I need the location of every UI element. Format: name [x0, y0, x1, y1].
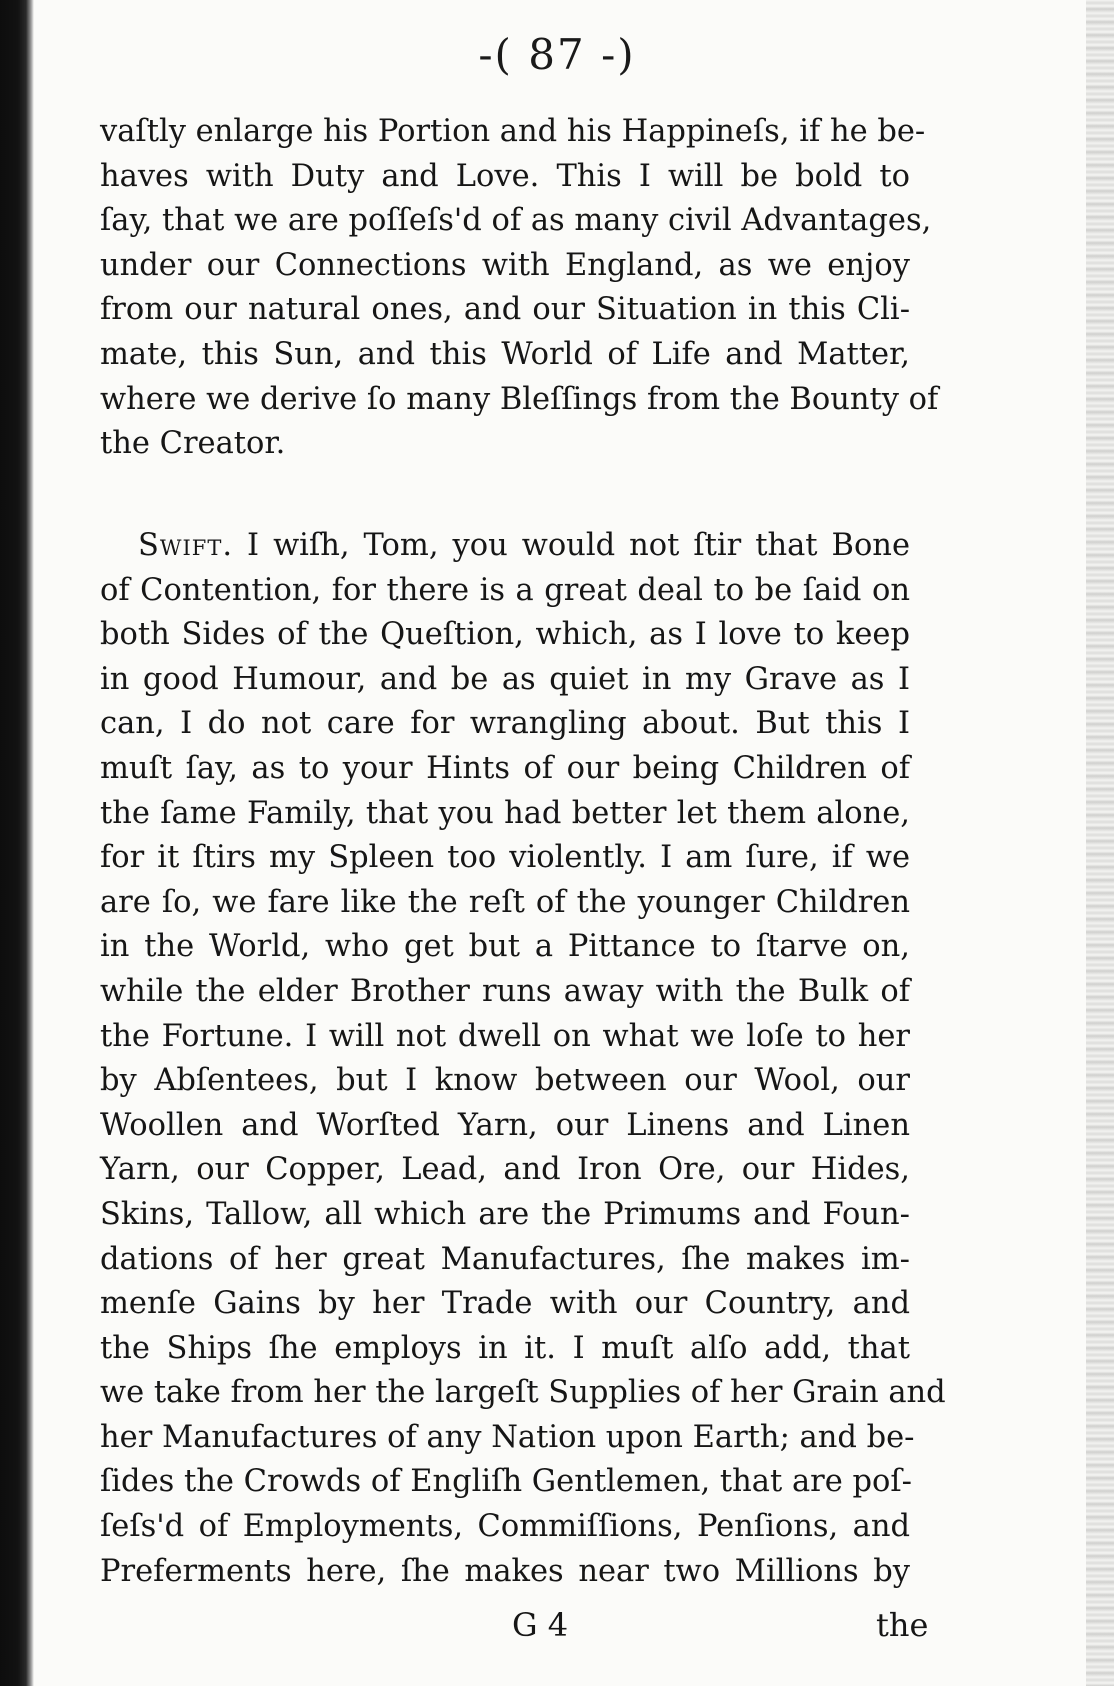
- text-line: in the World, who get but a Pittance to ſtarve on,: [100, 929, 910, 965]
- text-line-first: [100, 524, 910, 569]
- text-line: the ſame Family, that you had better let them alone,: [100, 795, 910, 831]
- text-line: by Abſentees, but I know between our Wool, our: [100, 1063, 910, 1099]
- binding-shadow: [0, 0, 34, 1686]
- text-line: can, I do not care for wrangling about. But this I: [100, 706, 910, 742]
- text-line: where we derive ſo many Bleſſings from the Bounty of: [100, 381, 939, 417]
- text-line: Yarn, our Copper, Lead, and Iron Ore, our Hides,: [100, 1152, 910, 1188]
- text-line: Skins, Tallow, all which are the Primums and Foun-: [100, 1196, 910, 1232]
- text-line: both Sides of the Queſtion, which, as I love to keep: [100, 617, 910, 653]
- signature-mark: G 4: [512, 1606, 569, 1644]
- text-line: muſt ſay, as to your Hints of our being Children of: [100, 750, 910, 786]
- text-line: haves with Duty and Love. This I will be bold to: [100, 158, 910, 194]
- first-line-text: I wiſh, Tom, you would not ſtir that Bone: [247, 528, 910, 563]
- text-line: of Contention, for there is a great deal to be ſaid on: [100, 572, 910, 608]
- text-line: are ſo, we fare like the reſt of the younger Children: [100, 884, 910, 920]
- speaker-name: Swift.: [138, 528, 234, 563]
- paragraph-2: [100, 524, 946, 1594]
- text-line: we take from her the largeſt Supplies of her Grain and: [100, 1375, 946, 1411]
- text-line: the Ships ſhe employs in it. I muſt alſo add, that: [100, 1330, 910, 1366]
- text-line: ſeſs'd of Employments, Commiſſions, Penſions, and: [100, 1509, 910, 1545]
- text-line: for it ſtirs my Spleen too violently. I am ſure, if we: [100, 840, 910, 876]
- text-line: the Creator.: [100, 426, 286, 462]
- text-line: ſides the Crowds of Engliſh Gentlemen, that are poſ-: [100, 1464, 912, 1500]
- paragraph-1: [100, 110, 939, 467]
- page-edge: [1086, 0, 1114, 1686]
- text-line: her Manufactures of any Nation upon Earth; and be-: [100, 1419, 915, 1455]
- text-line: ſay, that we are poſſeſs'd of as many civil Advantages,: [100, 203, 932, 239]
- text-line: under our Connections with England, as we enjoy: [100, 247, 910, 283]
- text-line: from our natural ones, and our Situation in this Cli-: [100, 292, 910, 328]
- text-line: vaſtly enlarge his Portion and his Happineſs, if he be-: [100, 114, 926, 149]
- catchword: the: [876, 1606, 929, 1644]
- text-line: Woollen and Worſted Yarn, our Linens and Linen: [100, 1107, 910, 1143]
- text-line: in good Humour, and be as quiet in my Grave as I: [100, 661, 910, 697]
- text-line: menſe Gains by her Trade with our Country, and: [100, 1286, 910, 1322]
- page-number: -( 87 -): [478, 30, 636, 79]
- text-line: while the elder Brother runs away with the Bulk of: [100, 973, 910, 1009]
- text-line: the Fortune. I will not dwell on what we loſe to her: [100, 1018, 910, 1054]
- text-line: mate, this Sun, and this World of Life and Matter,: [100, 336, 910, 372]
- text-line: Preferments here, ſhe makes near two Millions by: [100, 1553, 910, 1589]
- text-line: dations of her great Manufactures, ſhe makes im-: [100, 1241, 910, 1277]
